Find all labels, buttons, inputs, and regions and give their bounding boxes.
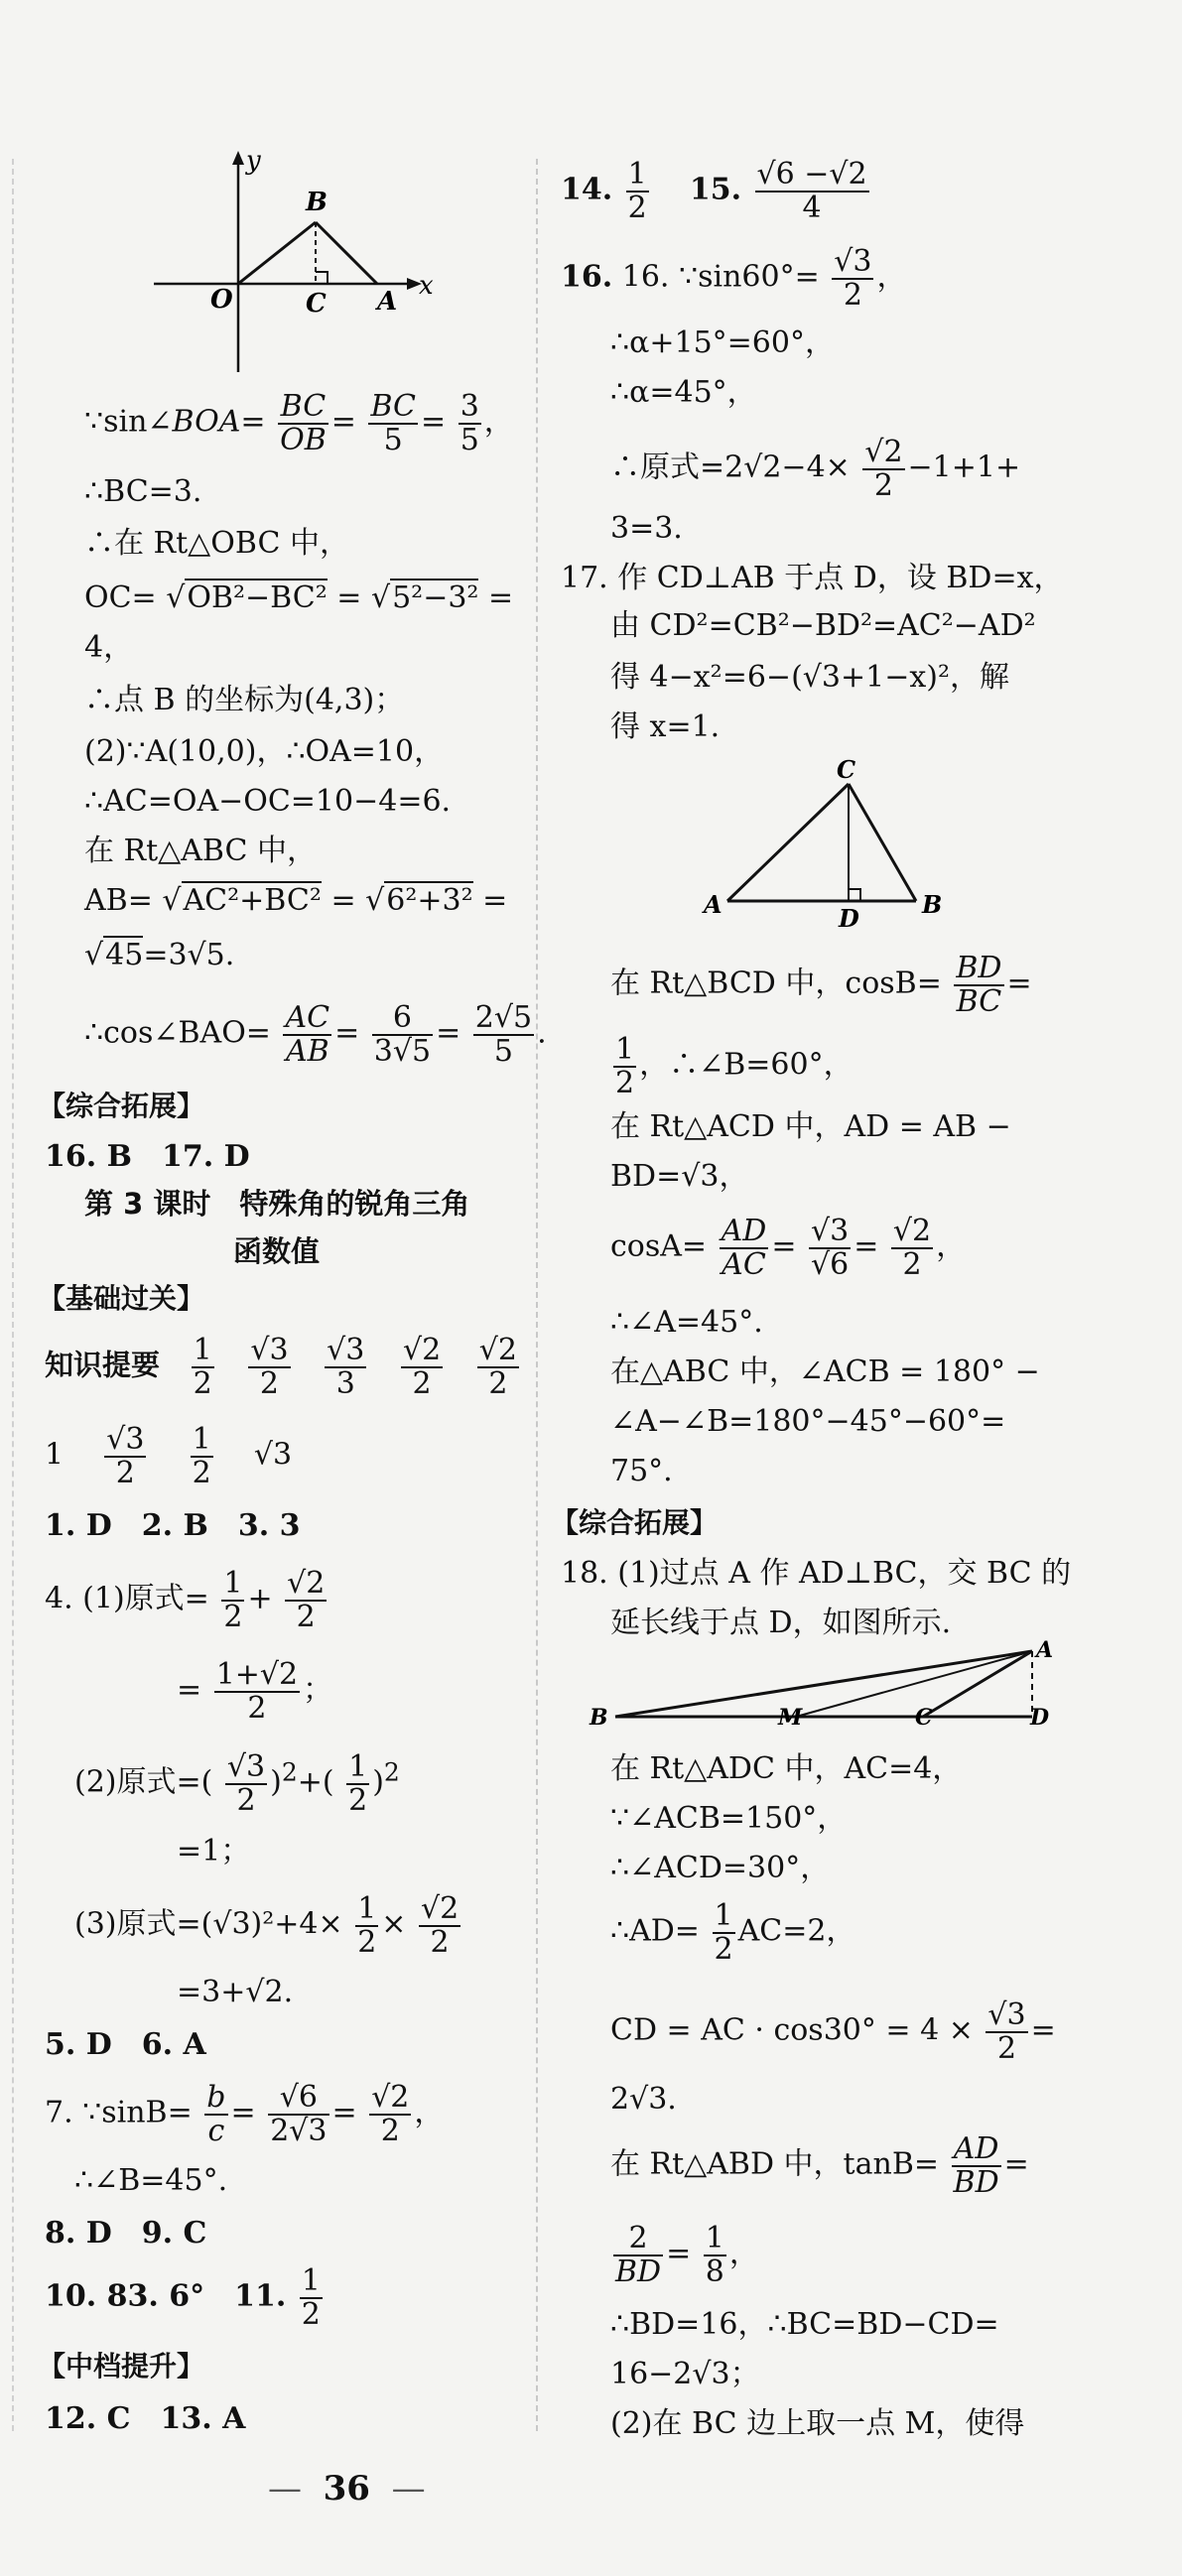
q4-part2-result: =1； [177,1834,251,1868]
answers-5-6: 5. D 6. A [45,2027,206,2062]
q18-bd-bc: ∴BD=16，∴BC=BD−CD= [610,2307,999,2342]
q16-line3: ∴α=45°， [610,375,757,410]
q18-line1: 18. (1)过点 A 作 AD⊥BC，交 BC 的 [561,1556,1072,1591]
label-B: B [922,890,943,919]
line-coord-b: ∴点 B 的坐标为(4,3)； [84,683,405,717]
answers-1-3: 1. D 2. B 3. 3 [45,1508,301,1543]
q17-abc: 在△ABC 中，∠ACB = 180° − [610,1354,1040,1389]
label-y: y [246,146,261,176]
line-oa: (2)∵A(10,0)，∴OA=10， [84,734,445,769]
label-O: O [210,285,233,315]
lesson-title-line1: 第 3 课时 特殊角的锐角三角 [84,1187,470,1221]
q17-bd: BD=√3， [610,1159,749,1194]
q4-part1-result: = $\frac{1+√2}{2}$ ； [177,1657,333,1726]
q18-ad: ∴AD= $\frac{1}{2}$ AC=2， [610,1898,856,1967]
answers-8-9: 8. D 9. C [45,2216,207,2251]
label-A: A [704,890,722,919]
q16-line4: ∴原式=2√2−4× $\frac{√2}{2}$ −1+1+ [610,435,1021,503]
q16-line5: 3=3. [610,511,683,546]
line-sin-boa: ∵sin∠BOA= $\frac{BC}{OB}$ = $\frac{BC}{5}$ = $\frac{3}{5}$ ， [84,389,514,457]
line-rt-abc: 在 Rt△ABC 中， [84,834,318,868]
line-bc: ∴BC=3. [84,474,202,509]
q18-bc-result: 16−2√3； [610,2357,760,2391]
q18-angle-acb: ∵∠ACB=150°， [610,1801,848,1836]
q17-angle-calc: ∠A−∠B=180°−45°−60°= [610,1404,1006,1439]
figure-coordinate-triangle [139,139,437,377]
q17-line4: 得 x=1. [610,709,721,744]
label-B: B [306,188,328,217]
q17-cosa: cosA= $\frac{AD}{AC}$ = $\frac{√3}{√6}$ = $\frac{√2}{2}$ ， [610,1214,967,1282]
line-ab: AB= √AC²+BC² = √6²+3² = [84,883,508,918]
label-C: C [306,289,327,319]
answers-12-13: 12. C 13. A [45,2401,246,2436]
figure-triangle-extended [588,1637,1064,1727]
q7-line2: ∴∠B=45°. [74,2163,228,2198]
q18-rt-adc: 在 Rt△ADC 中，AC=4， [610,1751,963,1786]
q4-part3-result: =3+√2. [177,1975,294,2009]
q18-angle-acd: ∴∠ACD=30°， [610,1851,831,1885]
line-oc: OC= √OB²−BC² = √5²−3² = [84,580,514,615]
q17-angle-b: $\frac{1}{2}$ ，∴∠B=60°， [615,1032,854,1100]
label-C: C [837,755,856,784]
q17-line1: 17. 作 CD⊥AB 于点 D，设 BD=x， [561,561,1064,595]
q17-cosb: 在 Rt△BCD 中，cosB= $\frac{BD}{BC}$ = [610,951,1032,1019]
q7-line1: 7. ∵sinB= $\frac{b}{c}$ = $\frac{√6}{2√3}$ = $\frac{√2}{2}$ ， [45,2080,445,2148]
q18-cd-result: 2√3. [610,2082,677,2117]
left-margin-rule [12,159,14,2431]
line-rt-obc: ∴在 Rt△OBC 中， [84,526,349,561]
label-D: D [1030,1705,1050,1727]
q17-rt-acd: 在 Rt△ACD 中，AD = AB − [610,1109,1011,1144]
label-B: B [590,1705,608,1727]
page-number: — 36 — [268,2469,426,2509]
answers-16-17: 16. B 17. D [45,1139,250,1174]
section-comprehensive: 【综合拓展】 [38,1090,205,1122]
q18-line2: 延长线于点 D，如图所示. [610,1606,952,1640]
section-intermediate: 【中档提升】 [38,2350,205,2383]
q17-line2: 由 CD²=CB²−BD²=AC²−AD² [610,608,1036,643]
answers-10-11: 10. 83. 6° 11. $\frac{1}{2}$ [45,2263,321,2332]
section-comprehensive-2: 【综合拓展】 [551,1506,719,1539]
q17-angle-a: ∴∠A=45°. [610,1305,763,1340]
q18-tanb-result: $\frac{2}{BD}$ = $\frac{1}{8}$ ， [615,2221,759,2289]
knowledge-summary: 知识提要 $\frac{1}{2}$ $\frac{√3}{2}$ $\frac{√3}{3}$ $\frac{√2}{2}$ $\frac{√2}{2}$ [45,1333,517,1401]
label-x: x [419,271,434,301]
knowledge-summary-2: 1 $\frac{√3}{2}$ $\frac{1}{2}$ √3 [45,1422,293,1490]
line-cos-bao: ∴cos∠BAO= $\frac{AC}{AB}$ = $\frac{6}{3√5}$ = $\frac{2√5}{5}$ . [84,1000,547,1069]
q16-line2: ∴α+15°=60°， [610,325,835,360]
q17-result: 75°. [610,1454,673,1488]
q16-line1: 16. 16. ∵sin60°= $\frac{√3}{2}$ ， [561,244,907,313]
lesson-title-line2: 函数值 [233,1234,321,1268]
q4-part2: (2)原式=( $\frac{√3}{2}$ )$^2$+( $\frac{1}{2}$ )$^2$ [74,1749,400,1818]
q4-part1: 4. (1)原式= $\frac{1}{2}$ + $\frac{√2}{2}$ [45,1566,326,1634]
q4-part3: (3)原式=(√3)²+4× $\frac{1}{2}$ × $\frac{√2}{2}$ [74,1891,460,1960]
figure-triangle-abc [700,754,958,933]
label-A: A [1036,1637,1054,1663]
line-four: 4， [84,630,134,665]
label-C: C [915,1705,933,1727]
label-M: M [778,1705,803,1727]
line-ac: ∴AC=OA−OC=10−4=6. [84,784,452,819]
label-D: D [839,904,859,933]
q18-cd: CD = AC · cos30° = 4 × $\frac{√3}{2}$ = [610,1997,1056,2066]
q17-line3: 得 4−x²=6−(√3+1−x)²，解 [610,660,1009,695]
q18-tanb: 在 Rt△ABD 中，tanB= $\frac{AD}{BD}$ = [610,2131,1029,2200]
column-divider [536,159,538,2431]
label-A: A [377,287,398,317]
answers-14-15: 14. $\frac{1}{2}$ 15. $\frac{√6 -√2}{4}$ [561,157,867,225]
line-sqrt45: √45=3√5. [84,938,235,972]
q18-part2: (2)在 BC 边上取一点 M，使得 [610,2406,1025,2441]
section-basic: 【基础过关】 [38,1282,205,1315]
